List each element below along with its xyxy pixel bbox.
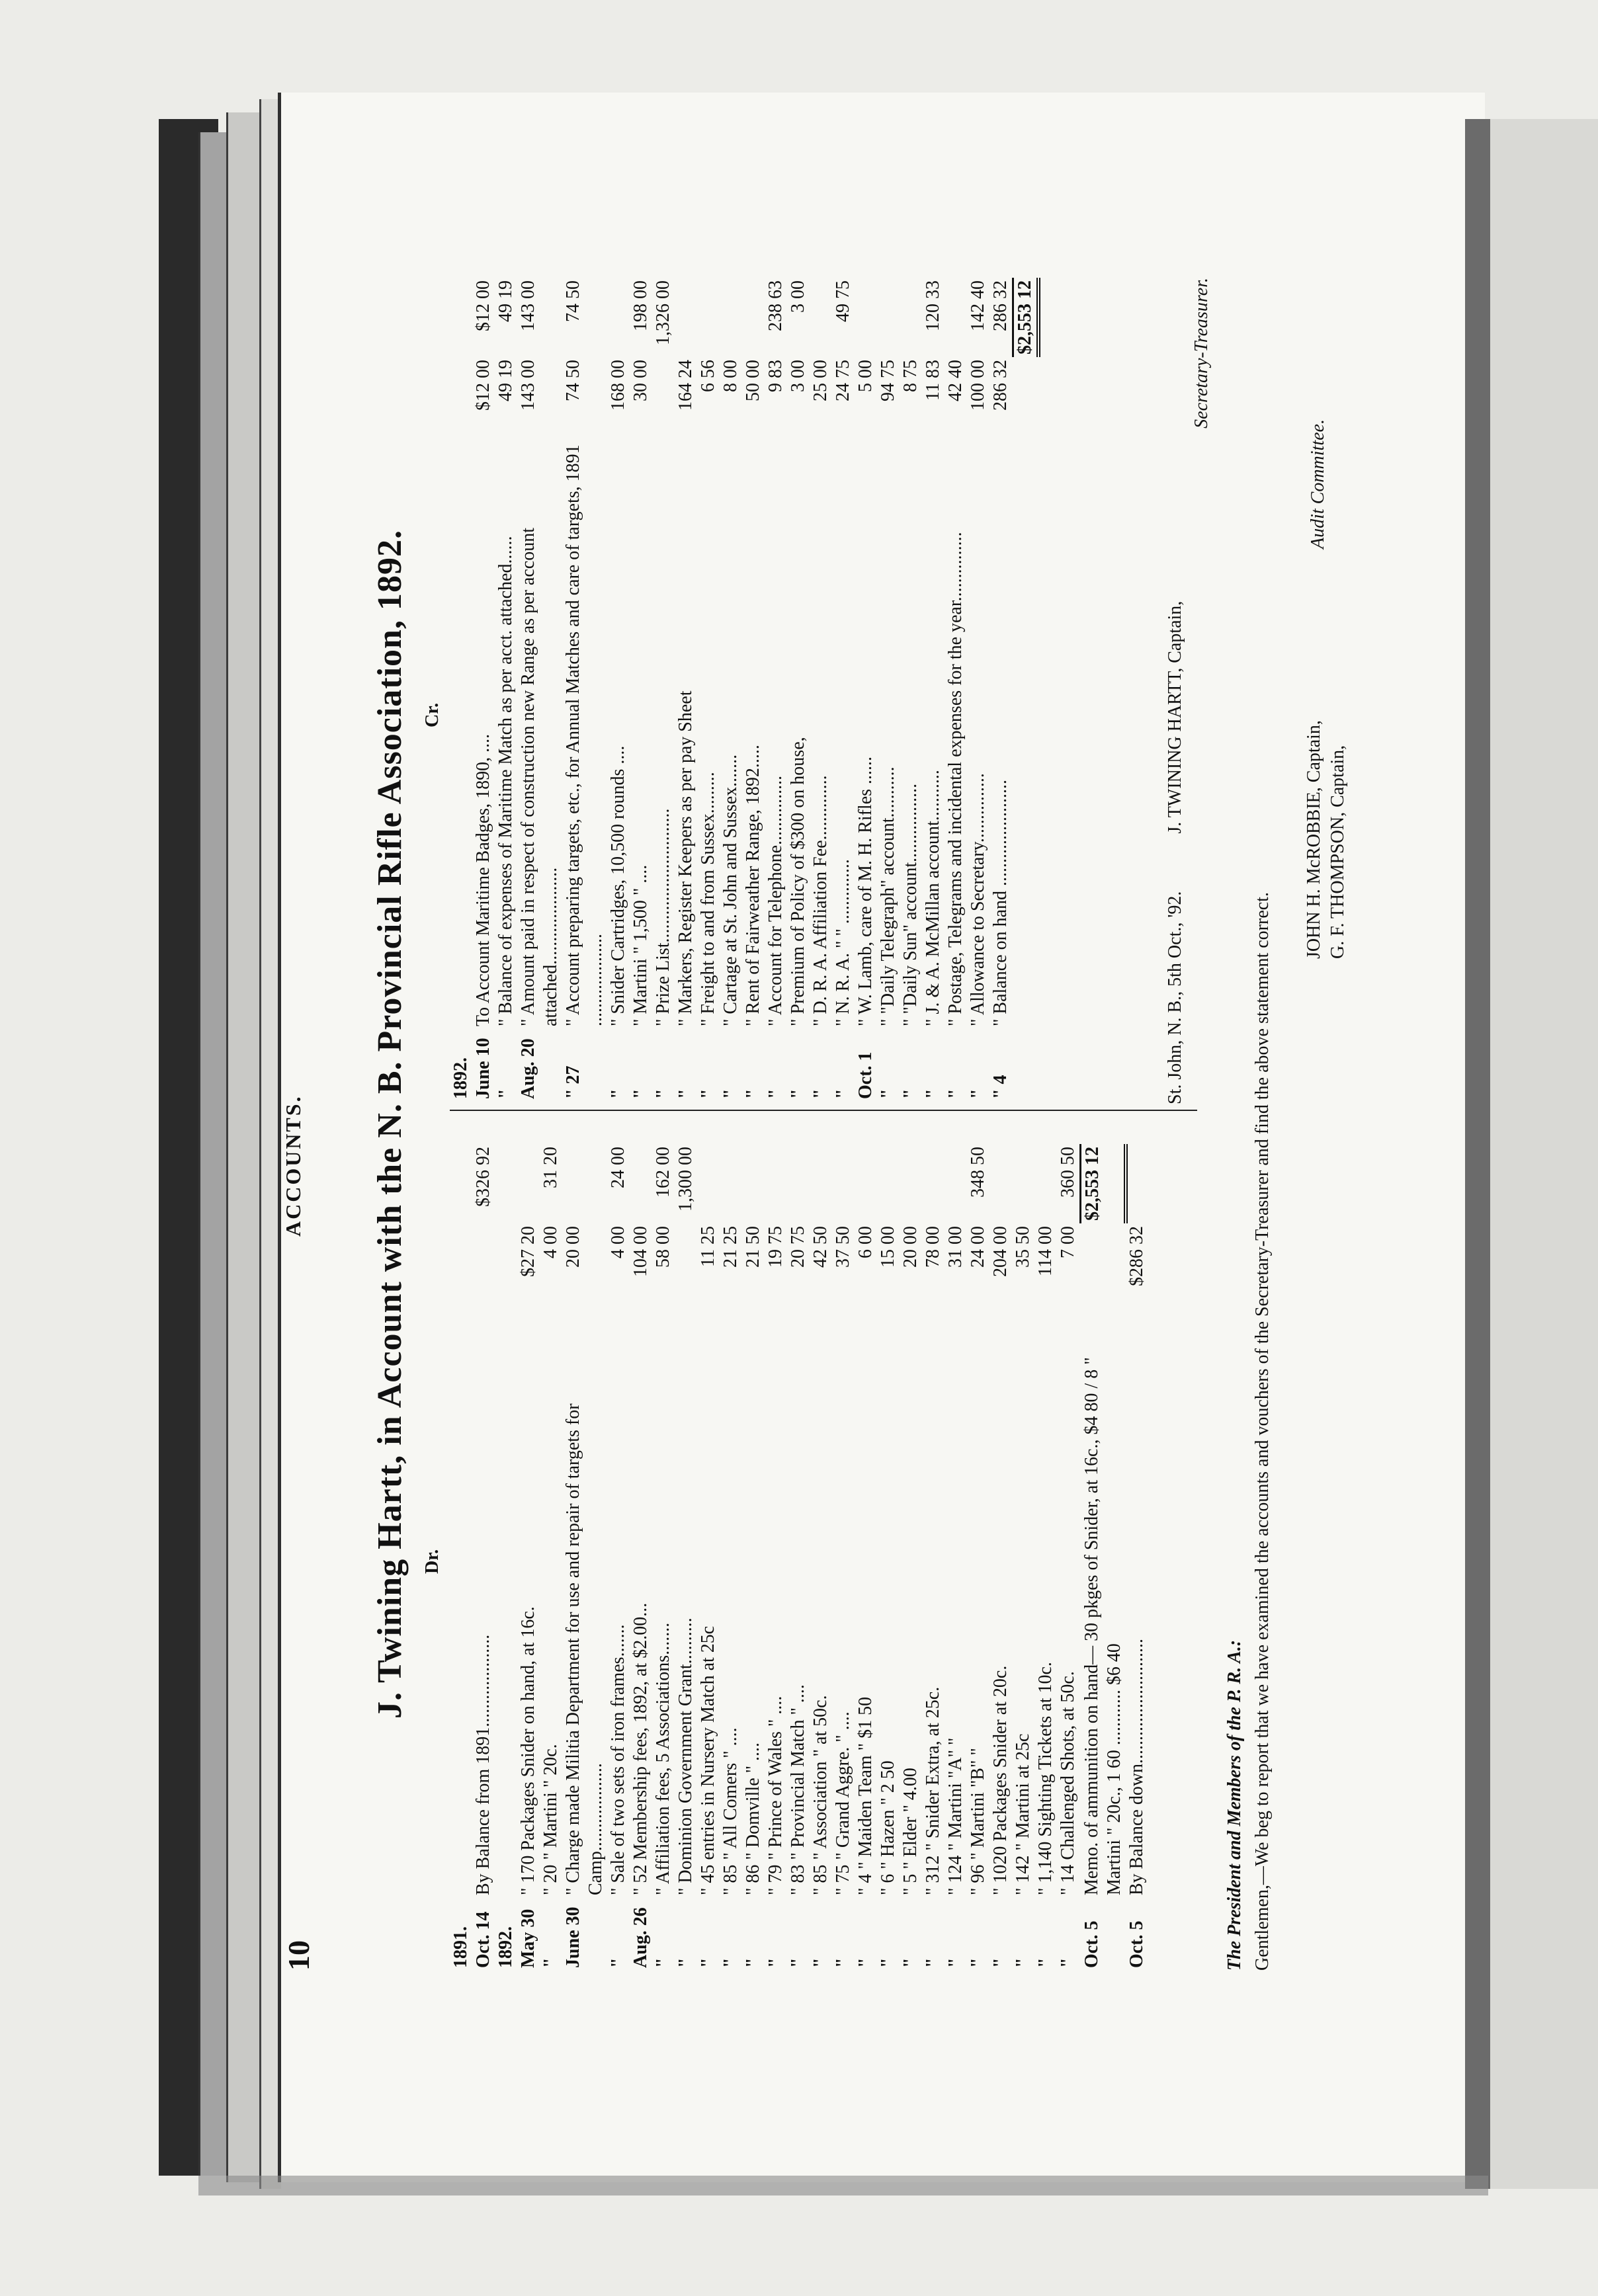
debit-cell-a: 78 00 bbox=[923, 1226, 943, 1268]
credit-cell-text: To Account Maritime Badges, 1890, .... bbox=[473, 733, 493, 1026]
debit-cell-text: " 85 " Association " at 50c. bbox=[810, 1695, 831, 1895]
credit-row bbox=[472, 278, 495, 1102]
debit-cell-a: 20 00 bbox=[563, 1226, 583, 1268]
debit-row bbox=[1081, 1144, 1126, 1971]
credit-cell-b bbox=[697, 278, 720, 357]
credit-cell-date: " 4 bbox=[990, 1075, 1011, 1099]
audit-committee: Audit Committee. bbox=[1308, 419, 1328, 549]
debit-row bbox=[967, 1144, 989, 1971]
debit-cell-date: " bbox=[990, 1957, 1011, 1968]
debit-row bbox=[630, 1144, 652, 1971]
page-title: J. Twining Hartt, in Account with the N. B. Provincial Rifle Association, 1892. bbox=[371, 530, 409, 1719]
debit-cell-text: " 1020 Packages Snider at 20c. bbox=[990, 1665, 1011, 1895]
debit-cell-text: " 45 entries in Nursery Match at 25c bbox=[698, 1625, 718, 1895]
page-edge bbox=[226, 112, 261, 2182]
credit-cell-date: 1892. bbox=[450, 1057, 471, 1099]
debit-cell-a: 114 00 bbox=[1035, 1226, 1056, 1276]
debit-row bbox=[540, 1144, 562, 1971]
debit-cell-b bbox=[810, 1144, 832, 1223]
debit-cell-date: Oct. 5 bbox=[1081, 1920, 1102, 1968]
debit-cell-a: $27 20 bbox=[518, 1226, 538, 1277]
credit-cell-text: " "Daily Sun" account................. bbox=[900, 783, 921, 1026]
debit-row bbox=[945, 1144, 967, 1971]
credit-cell-date: " bbox=[900, 1088, 921, 1099]
credit-cell-a: 50 00 bbox=[743, 360, 763, 401]
credit-cell-b bbox=[720, 278, 742, 357]
credit-cell-a: 30 00 bbox=[630, 360, 651, 401]
addressee: The President and Members of the P. R. A.: bbox=[1224, 1639, 1245, 1971]
debit-cell-b bbox=[517, 1144, 540, 1223]
debit-row bbox=[922, 1144, 945, 1971]
debit-cell-text: " 96 " Martini "B" " bbox=[968, 1748, 988, 1895]
debit-cell-date: 1891. bbox=[450, 1926, 471, 1968]
debit-cell-date: " bbox=[698, 1957, 718, 1968]
debit-cell-b bbox=[922, 1144, 945, 1223]
credit-cell-date: Oct. 1 bbox=[855, 1051, 876, 1099]
credit-ledger bbox=[450, 278, 1197, 1111]
credit-cell-date: " bbox=[720, 1088, 741, 1099]
debit-cell-date: Oct. 14 bbox=[473, 1911, 493, 1968]
debit-cell-text: Memo. of ammunition on hand— 30 pkges of Snider, at 16c., $4 80 / 8 " Martini " 20c., 1 60 ............ $6 40 bbox=[1081, 1357, 1124, 1895]
debit-row bbox=[1126, 1144, 1148, 1971]
debit-row bbox=[1057, 1144, 1081, 1971]
credit-cell-date: " bbox=[765, 1088, 786, 1099]
credit-cell-b: 49 19 bbox=[495, 280, 516, 322]
credit-row bbox=[877, 278, 900, 1102]
credit-row bbox=[787, 278, 810, 1102]
debit-cell-text: " 20 " Martini " 20c. bbox=[540, 1744, 561, 1895]
debit-cell-text: " Charge made Militia Department for use and repair of targets for Camp................... bbox=[563, 1403, 606, 1895]
debit-row bbox=[1034, 1144, 1057, 1971]
debit-cell-b bbox=[900, 1144, 922, 1223]
debit-cell-text: " 14 Challenged Shots, at 50c. bbox=[1058, 1671, 1078, 1895]
debit-cell-text: " 86 " Domville " .... bbox=[743, 1742, 763, 1895]
debit-cell-a: 104 00 bbox=[630, 1226, 651, 1277]
page-edge bbox=[198, 132, 228, 2176]
debit-cell-a: 35 50 bbox=[1013, 1226, 1033, 1268]
debit-cell-text: " 52 Membership fees, 1892, at $2.00... bbox=[630, 1602, 651, 1895]
credit-row bbox=[765, 278, 787, 1102]
debit-cell-b bbox=[945, 1144, 967, 1223]
credit-row bbox=[562, 278, 607, 1102]
credit-cell-text: " Prize List............................. bbox=[653, 808, 673, 1026]
credit-cell-date: " bbox=[608, 1088, 628, 1099]
credit-cell-text: " Rent of Fairweather Range, 1892..... bbox=[743, 745, 763, 1026]
debit-cell-text: " 124 " Martini "A" " bbox=[945, 1737, 966, 1895]
debit-cell-a: $286 32 bbox=[1126, 1226, 1147, 1286]
debit-cell-date: " bbox=[765, 1957, 786, 1968]
debit-cell-b bbox=[765, 1144, 787, 1223]
credit-cell-text: " Premium of Policy of $300 on house, bbox=[788, 737, 808, 1026]
debit-cell-b bbox=[720, 1144, 742, 1223]
credit-row bbox=[832, 278, 855, 1102]
debit-cell-a: 42 50 bbox=[810, 1226, 831, 1268]
debit-cell-date: " bbox=[923, 1957, 943, 1968]
credit-cell-text: " Balance on hand ....................... bbox=[990, 779, 1011, 1026]
debit-header: Dr. bbox=[422, 1549, 442, 1574]
debit-cell-a: 37 50 bbox=[833, 1226, 853, 1268]
credit-cell-a: 286 32 bbox=[990, 360, 1011, 411]
debit-row bbox=[517, 1144, 540, 1971]
debit-cell-text: " 85 " All Comers " .... bbox=[720, 1727, 741, 1895]
credit-cell-b bbox=[900, 278, 922, 357]
debit-row bbox=[495, 1144, 517, 1971]
credit-cell-b bbox=[675, 278, 697, 357]
credit-cell-b bbox=[945, 278, 967, 357]
debit-cell-a: 4 00 bbox=[608, 1226, 628, 1258]
debit-row bbox=[720, 1144, 742, 1971]
credit-cell-date: " bbox=[630, 1088, 651, 1099]
debit-cell-a bbox=[1081, 1223, 1126, 1296]
credit-cell-text bbox=[450, 430, 472, 1029]
debit-ledger bbox=[450, 1144, 1197, 1971]
credit-cell-a: 42 40 bbox=[945, 360, 966, 401]
credit-cell-b bbox=[877, 278, 900, 357]
debit-row bbox=[652, 1144, 675, 1971]
debit-cell-text: " Affiliation fees, 5 Associations....... bbox=[653, 1622, 673, 1895]
credit-cell-a: 6 56 bbox=[698, 360, 718, 392]
debit-row bbox=[1012, 1144, 1034, 1971]
credit-cell-b bbox=[810, 278, 832, 357]
credit-cell-b: 49 75 bbox=[833, 280, 853, 322]
credit-cell-text: " "Daily Telegraph" account........... bbox=[878, 766, 898, 1026]
credit-row bbox=[652, 278, 675, 1102]
debit-cell-a: 20 75 bbox=[788, 1226, 808, 1268]
debit-cell-b bbox=[742, 1144, 765, 1223]
debit-cell-a: 6 00 bbox=[855, 1226, 876, 1258]
credit-cell-a bbox=[652, 357, 675, 430]
debit-cell-b: 360 50 bbox=[1058, 1147, 1078, 1198]
credit-cell-text: " J. & A. McMillan account........... bbox=[923, 770, 943, 1026]
debit-cell-text: " 142 " Martini at 25c bbox=[1013, 1733, 1033, 1895]
page-number: 10 bbox=[282, 1940, 315, 1971]
debit-cell-a: 58 00 bbox=[653, 1226, 673, 1268]
credit-cell-a: 164 24 bbox=[675, 360, 696, 411]
credit-cell-date: " bbox=[743, 1088, 763, 1099]
credit-cell-b: 1,326 00 bbox=[653, 280, 673, 345]
debit-cell-date: " bbox=[878, 1957, 898, 1968]
debit-row bbox=[989, 1144, 1012, 1971]
debit-cell-date: " bbox=[743, 1957, 763, 1968]
credit-cell-text: " Cartage at St. John and Sussex....... bbox=[720, 754, 741, 1026]
debit-cell-date: " bbox=[855, 1957, 876, 1968]
credit-cell-a: 94 75 bbox=[878, 360, 898, 401]
credit-cell-date: " bbox=[495, 1088, 516, 1099]
credit-cell-a: 49 19 bbox=[495, 360, 516, 401]
credit-row bbox=[450, 278, 472, 1102]
debit-cell-b bbox=[832, 1144, 855, 1223]
debit-cell-text: " 1,140 Sighting Tickets at 10c. bbox=[1035, 1662, 1056, 1895]
debit-cell-date: June 30 bbox=[563, 1906, 583, 1968]
debit-cell-date: " bbox=[1035, 1957, 1056, 1968]
debit-cell-date: " bbox=[1013, 1957, 1033, 1968]
rotated-page-content bbox=[281, 278, 1435, 1971]
debit-cell-b bbox=[450, 1144, 472, 1223]
credit-cell-date: " bbox=[923, 1088, 943, 1099]
debit-cell-date: " bbox=[900, 1957, 921, 1968]
credit-cell-b: $2,553 12 bbox=[1013, 278, 1039, 357]
debit-cell-date: " bbox=[833, 1957, 853, 1968]
credit-row bbox=[742, 278, 765, 1102]
debit-cell-b bbox=[855, 1144, 877, 1223]
debit-cell-a: 19 75 bbox=[765, 1226, 786, 1268]
credit-cell-b: $12 00 bbox=[473, 280, 493, 331]
credit-row bbox=[697, 278, 720, 1102]
debit-cell-b bbox=[495, 1144, 517, 1223]
credit-cell-a: 5 00 bbox=[855, 360, 876, 392]
debit-cell-b bbox=[877, 1144, 900, 1223]
credit-cell-a: 74 50 bbox=[563, 360, 583, 401]
debit-cell-date: " bbox=[788, 1957, 808, 1968]
debit-row bbox=[697, 1144, 720, 1971]
debit-row bbox=[765, 1144, 787, 1971]
debit-cell-a bbox=[450, 1223, 472, 1296]
credit-cell-date: June 10 bbox=[473, 1038, 493, 1099]
running-head: ACCOUNTS. bbox=[281, 1094, 305, 1237]
credit-cell-b: 120 33 bbox=[923, 280, 943, 331]
credit-row bbox=[630, 278, 652, 1102]
place-date bbox=[1164, 278, 1187, 1104]
debit-cell-text: " 75 " Grand Aggre. " .... bbox=[833, 1711, 853, 1895]
credit-cell-b: 198 00 bbox=[630, 280, 651, 331]
debit-cell-text: " 4 " Maiden Team " $1 50 bbox=[855, 1696, 876, 1895]
credit-cell-text: " Account for Telephone............... bbox=[765, 775, 786, 1026]
credit-cell-date: " bbox=[878, 1088, 898, 1099]
debit-cell-date: 1892. bbox=[495, 1926, 516, 1968]
credit-cell-b: 286 32 bbox=[990, 280, 1011, 331]
credit-cell-b: 74 50 bbox=[563, 280, 583, 322]
credit-cell-b: 142 40 bbox=[968, 280, 988, 331]
credit-row bbox=[517, 278, 562, 1102]
credit-cell-text bbox=[1013, 430, 1039, 1029]
credit-row bbox=[989, 278, 1013, 1102]
credit-cell-a: 24 75 bbox=[833, 360, 853, 401]
debit-cell-a: 21 50 bbox=[743, 1226, 763, 1268]
debit-cell-date: " bbox=[810, 1957, 831, 1968]
credit-cell-a: 8 00 bbox=[720, 360, 741, 392]
credit-row bbox=[967, 278, 989, 1102]
debit-cell-date: Aug. 26 bbox=[630, 1907, 651, 1968]
debit-cell-a: 15 00 bbox=[878, 1226, 898, 1268]
debit-cell-b bbox=[630, 1144, 652, 1223]
debit-row bbox=[472, 1144, 495, 1971]
signer: J. TWINING HARTT, Captain, bbox=[1165, 600, 1185, 834]
debit-cell-b: $2,553 12 bbox=[1081, 1144, 1126, 1223]
credit-cell-date: " bbox=[945, 1088, 966, 1099]
credit-cell-b: 238 63 bbox=[765, 280, 786, 331]
auditor-2: G. F. THOMPSON, Captain, bbox=[1327, 745, 1348, 959]
credit-cell-date: Aug. 20 bbox=[518, 1038, 538, 1099]
debit-cell-b bbox=[989, 1144, 1012, 1223]
credit-cell-date: " bbox=[833, 1088, 853, 1099]
debit-cell-text: By Balance down........................... bbox=[1126, 1638, 1147, 1895]
debit-cell-a: 7 00 bbox=[1058, 1226, 1078, 1258]
credit-cell-b bbox=[855, 278, 877, 357]
debit-row bbox=[855, 1144, 877, 1971]
credit-row bbox=[495, 278, 517, 1102]
debit-row bbox=[742, 1144, 765, 1971]
debit-cell-date: May 30 bbox=[518, 1908, 538, 1968]
credit-cell-date: " bbox=[698, 1088, 718, 1099]
debit-cell-b: 31 20 bbox=[540, 1147, 561, 1188]
credit-header: Cr. bbox=[422, 702, 442, 727]
debit-cell-b bbox=[1012, 1144, 1034, 1223]
debit-row bbox=[450, 1144, 472, 1971]
credit-cell-a: 3 00 bbox=[788, 360, 808, 392]
debit-cell-date: " bbox=[968, 1957, 988, 1968]
debit-cell-a: 24 00 bbox=[968, 1226, 988, 1268]
credit-cell-text: " Account preparing targets, etc., for Annual Matches and care of targets, 1891 .................... bbox=[563, 444, 606, 1026]
credit-cell-date: " bbox=[968, 1088, 988, 1099]
debit-cell-text: " 312 " Snider Extra, at 25c. bbox=[923, 1686, 943, 1895]
debit-cell-text bbox=[450, 1296, 472, 1898]
credit-cell-text: " Snider Cartridges, 10,500 rounds .... bbox=[608, 745, 628, 1026]
credit-cell-date: " bbox=[675, 1088, 696, 1099]
debit-cell-a: 204 00 bbox=[990, 1226, 1011, 1277]
credit-row bbox=[675, 278, 697, 1102]
credit-cell-a: 11 83 bbox=[923, 360, 943, 401]
debit-cell-b bbox=[1126, 1144, 1148, 1223]
debit-cell-a: 4 00 bbox=[540, 1226, 561, 1258]
credit-row bbox=[945, 278, 967, 1102]
debit-cell-b bbox=[1034, 1144, 1057, 1223]
credit-cell-date: " bbox=[653, 1088, 673, 1099]
credit-cell-text: " Freight to and from Sussex......... bbox=[698, 772, 718, 1026]
debit-row bbox=[607, 1144, 630, 1971]
debit-cell-b: 1,300 00 bbox=[675, 1147, 696, 1211]
credit-cell-text: " N. R. A. " " .............. bbox=[833, 859, 853, 1026]
debit-cell-text: " 83 " Provincial Match " .... bbox=[788, 1684, 808, 1895]
debit-row bbox=[877, 1144, 900, 1971]
credit-cell-date bbox=[1013, 1029, 1039, 1102]
page-bottom-shadow bbox=[198, 2176, 1488, 2195]
debit-cell-a: 31 00 bbox=[945, 1226, 966, 1268]
debit-cell-text: By Balance from 1891.................... bbox=[473, 1634, 493, 1895]
credit-cell-text: " Markers, Register Keepers as per pay Sheet bbox=[675, 690, 696, 1026]
credit-cell-a: 9 83 bbox=[765, 360, 786, 392]
debit-cell-date: " bbox=[653, 1957, 673, 1968]
debit-table bbox=[450, 1144, 1148, 1971]
credit-cell-a: 100 00 bbox=[968, 360, 988, 411]
debit-cell-date: " bbox=[720, 1957, 741, 1968]
debit-cell-text: " 6 " Hazen " 2 50 bbox=[878, 1760, 898, 1895]
debit-row bbox=[900, 1144, 922, 1971]
debit-cell-date: " bbox=[1058, 1957, 1078, 1968]
auditor-1: JOHN H. McROBBIE, Captain, bbox=[1304, 720, 1324, 959]
debit-cell-a: 20 00 bbox=[900, 1226, 921, 1268]
debit-cell-b: $326 92 bbox=[473, 1147, 493, 1207]
credit-cell-b bbox=[450, 278, 472, 357]
credit-cell-b: 3 00 bbox=[788, 280, 808, 313]
debit-cell-b: 24 00 bbox=[608, 1147, 628, 1188]
debit-row bbox=[787, 1144, 810, 1971]
debit-row bbox=[810, 1144, 832, 1971]
credit-cell-text: " W. Lamb, care of M. H. Rifles ...... bbox=[855, 756, 876, 1026]
debit-cell-text: " Sale of two sets of iron frames....... bbox=[608, 1624, 628, 1895]
signer-role: Secretary-Treasurer. bbox=[1191, 278, 1212, 429]
credit-cell-text: " Amount paid in respect of construction new Range as per account attached..................... bbox=[518, 528, 561, 1026]
debit-cell-text: " 170 Packages Snider on hand, at 16c. bbox=[518, 1606, 538, 1895]
debit-cell-b bbox=[562, 1144, 607, 1223]
debit-cell-date: Oct. 5 bbox=[1126, 1920, 1147, 1968]
credit-row bbox=[900, 278, 922, 1102]
credit-cell-b bbox=[742, 278, 765, 357]
credit-cell-a bbox=[1013, 357, 1039, 430]
credit-cell-a: 25 00 bbox=[810, 360, 831, 401]
credit-cell-date: " bbox=[788, 1088, 808, 1099]
place-date-text: St. John, N. B., 5th Oct., '92. bbox=[1165, 891, 1185, 1104]
credit-row bbox=[607, 278, 630, 1102]
debit-cell-a bbox=[675, 1223, 697, 1296]
credit-cell-a: $12 00 bbox=[473, 360, 493, 411]
debit-cell-text bbox=[495, 1296, 517, 1898]
debit-cell-b: 162 00 bbox=[653, 1147, 673, 1198]
debit-cell-text: " 79 " Prince of Wales " .... bbox=[765, 1696, 786, 1895]
credit-row bbox=[922, 278, 945, 1102]
credit-row bbox=[720, 278, 742, 1102]
credit-row bbox=[855, 278, 877, 1102]
debit-row bbox=[562, 1144, 607, 1971]
debit-cell-a bbox=[472, 1223, 495, 1296]
debit-cell-date: " bbox=[540, 1957, 561, 1968]
credit-cell-b: 143 00 bbox=[518, 280, 538, 331]
credit-cell-a: 168 00 bbox=[608, 360, 628, 411]
credit-cell-date: " 27 bbox=[563, 1065, 583, 1099]
debit-cell-a: 11 25 bbox=[698, 1226, 718, 1267]
debit-cell-date: " bbox=[945, 1957, 966, 1968]
credit-cell-a: 143 00 bbox=[518, 360, 538, 411]
credit-cell-a bbox=[450, 357, 472, 430]
facing-page-edge bbox=[1490, 119, 1598, 2189]
debit-cell-text: " 5 " Elder " 4.00 bbox=[900, 1768, 921, 1895]
debit-cell-a bbox=[495, 1223, 517, 1296]
debit-cell-b bbox=[787, 1144, 810, 1223]
credit-cell-date: " bbox=[810, 1088, 831, 1099]
debit-cell-a: 21 25 bbox=[720, 1226, 741, 1268]
debit-row bbox=[675, 1144, 697, 1971]
debit-cell-b bbox=[697, 1144, 720, 1223]
credit-cell-a: 8 75 bbox=[900, 360, 921, 392]
audit-report: Gentlemen,—We beg to report that we have examined the accounts and vouchers of the Secretary-Treasurer and find the above statement correct. bbox=[1252, 892, 1273, 1971]
credit-cell-text: " D. R. A. Affiliation Fee.............. bbox=[810, 775, 831, 1026]
debit-cell-date: " bbox=[608, 1957, 628, 1968]
book-gutter bbox=[1465, 119, 1490, 2189]
debit-cell-date: " bbox=[675, 1957, 696, 1968]
credit-row bbox=[810, 278, 832, 1102]
credit-table bbox=[450, 278, 1040, 1102]
debit-cell-b: 348 50 bbox=[968, 1147, 988, 1198]
credit-cell-text: " Martini " 1,500 " .... bbox=[630, 864, 651, 1026]
credit-cell-b bbox=[607, 278, 630, 357]
credit-cell-text: " Balance of expenses of Maritime Match as per acct. attached...... bbox=[495, 536, 516, 1026]
debit-row bbox=[832, 1144, 855, 1971]
credit-cell-text: " Allowance to Secretary............... bbox=[968, 773, 988, 1026]
credit-row bbox=[1013, 278, 1039, 1102]
debit-cell-text: " Dominion Government Grant.......... bbox=[675, 1618, 696, 1895]
credit-cell-text: " Postage, Telegrams and incidental expenses for the year............... bbox=[945, 532, 966, 1026]
